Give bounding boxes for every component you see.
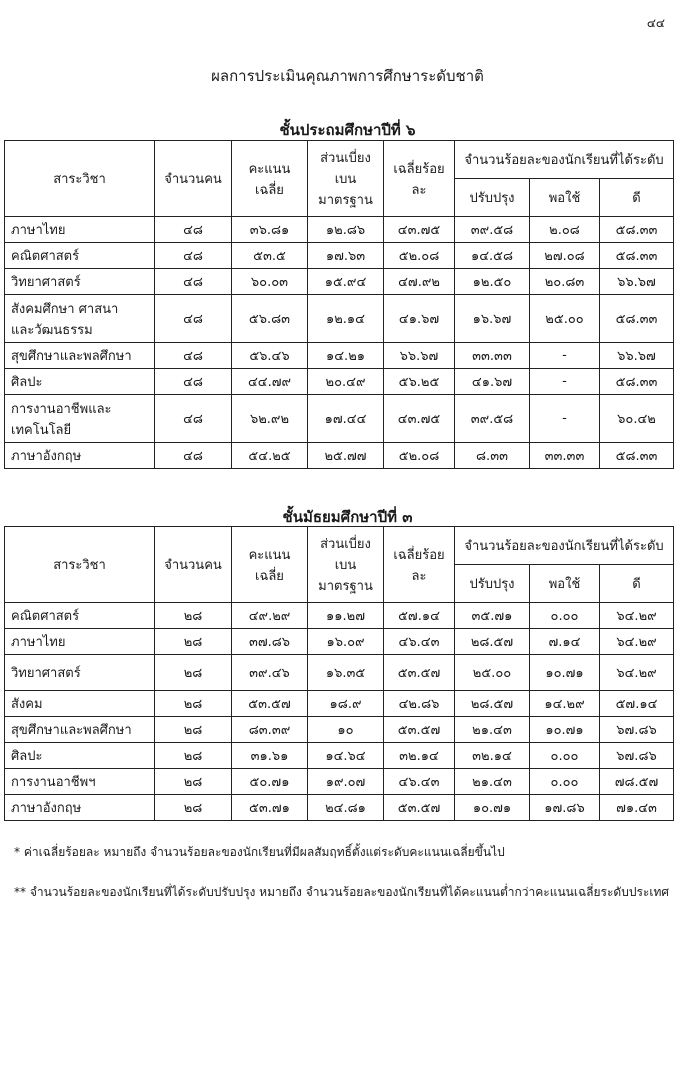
table-row [5, 691, 674, 717]
document-title: ผลการประเมินคุณภาพการศึกษาระดับชาติ [211, 67, 484, 85]
cell-avg: ๓๗.๘๖ [232, 629, 308, 655]
cell-avg: ๓๖.๘๑ [232, 217, 308, 243]
header-count: จำนวนคน [155, 141, 232, 217]
cell-fair: ๓๓.๓๓ [530, 443, 600, 469]
cell-subject-line: วิทยาศาสตร์ [11, 666, 81, 681]
cell-sd: ๑๔.๒๑ [308, 343, 384, 369]
cell-pct: ๔๒.๘๖ [384, 691, 455, 717]
table-row [5, 369, 674, 395]
cell-fair: - [530, 343, 600, 369]
cell-subject-line: เทคโนโลยี [11, 422, 72, 438]
cell-improve: ๒๑.๔๓ [455, 769, 530, 795]
cell-good: ๕๗.๑๔ [600, 691, 674, 717]
cell-subject [5, 691, 155, 717]
cell-good: ๕๘.๓๓ [600, 243, 674, 269]
cell-fair: ๒๕.๐๐ [530, 295, 600, 343]
cell-subject-line: สุขศึกษาและพลศึกษา [11, 723, 132, 738]
cell-subject [5, 343, 155, 369]
header-fair: พอใช้ [530, 179, 600, 217]
cell-avg: ๕๓.๕ [232, 243, 308, 269]
header-subject: สาระวิชา [5, 141, 155, 217]
section-title-secondary: ชั้นมัธยมศึกษาปีที่ ๓ [282, 508, 413, 526]
table-row [5, 243, 674, 269]
cell-improve: ๒๕.๐๐ [455, 655, 530, 691]
cell-improve: ๓๓.๓๓ [455, 343, 530, 369]
cell-avg: ๓๙.๔๖ [232, 655, 308, 691]
cell-good: ๗๘.๕๗ [600, 769, 674, 795]
header-std-dev: ส่วนเบี่ยงเบนมาตรฐาน [308, 141, 384, 217]
cell-fair: - [530, 369, 600, 395]
cell-avg: ๘๓.๓๙ [232, 717, 308, 743]
cell-good: ๕๘.๓๓ [600, 369, 674, 395]
cell-improve: ๓๒.๑๔ [455, 743, 530, 769]
cell-good: ๕๘.๓๓ [600, 217, 674, 243]
cell-good: ๖๐.๔๒ [600, 395, 674, 443]
table-row [5, 769, 674, 795]
cell-pct: ๔๓.๗๕ [384, 217, 455, 243]
table-row [5, 717, 674, 743]
table-row [5, 217, 674, 243]
cell-improve: ๑๐.๗๑ [455, 795, 530, 821]
cell-subject [5, 243, 155, 269]
cell-improve: ๒๘.๕๗ [455, 629, 530, 655]
header-improve: ปรับปรุง [455, 565, 530, 603]
cell-subject-line: ภาษาไทย [11, 223, 66, 238]
cell-subject-line: สังคมศึกษา ศาสนา [11, 301, 119, 317]
cell-subject-line: คณิตศาสตร์ [11, 609, 80, 624]
cell-fair: ๑๐.๗๑ [530, 717, 600, 743]
cell-subject [5, 603, 155, 629]
cell-subject [5, 655, 155, 691]
cell-pct: ๕๓.๕๗ [384, 655, 455, 691]
header-good: ดี [600, 565, 674, 603]
cell-good: ๕๘.๓๓ [600, 295, 674, 343]
header-improve: ปรับปรุง [455, 179, 530, 217]
cell-avg: ๓๑.๖๑ [232, 743, 308, 769]
header-good: ดี [600, 179, 674, 217]
cell-subject-line: สุขศึกษาและพลศึกษา [11, 349, 132, 364]
cell-sd: ๒๐.๔๙ [308, 369, 384, 395]
cell-subject [5, 369, 155, 395]
cell-count: ๒๘ [155, 629, 232, 655]
cell-subject [5, 629, 155, 655]
cell-avg: ๕๓.๕๗ [232, 691, 308, 717]
cell-good: ๖๔.๒๙ [600, 629, 674, 655]
cell-avg: ๕๔.๒๕ [232, 443, 308, 469]
cell-subject [5, 395, 155, 443]
cell-sd: ๑๗.๖๓ [308, 243, 384, 269]
cell-improve: ๔๑.๖๗ [455, 369, 530, 395]
cell-good: ๕๘.๓๓ [600, 443, 674, 469]
cell-count: ๒๘ [155, 603, 232, 629]
cell-subject-line: และวัฒนธรรม [11, 322, 93, 338]
cell-count: ๔๘ [155, 443, 232, 469]
cell-subject-line: การงานอาชีพฯ [11, 775, 96, 790]
cell-pct: ๕๗.๑๔ [384, 603, 455, 629]
table-row [5, 629, 674, 655]
section-title-primary: ชั้นประถมศึกษาปีที่ ๖ [279, 121, 416, 139]
cell-sd: ๑๕.๙๔ [308, 269, 384, 295]
header-subject: สาระวิชา [5, 527, 155, 603]
header-std-dev: ส่วนเบี่ยงเบนมาตรฐาน [308, 527, 384, 603]
cell-sd: ๒๔.๘๑ [308, 795, 384, 821]
cell-subject [5, 443, 155, 469]
cell-good: ๖๖.๖๗ [600, 343, 674, 369]
table-row [5, 395, 674, 443]
cell-avg: ๕๓.๗๑ [232, 795, 308, 821]
table-row [5, 743, 674, 769]
cell-sd: ๑๐ [308, 717, 384, 743]
cell-subject-line: ศิลปะ [11, 749, 43, 764]
cell-fair: ๑๔.๒๙ [530, 691, 600, 717]
header-avg-score: คะแนนเฉลี่ย [232, 141, 308, 217]
cell-improve: ๒๘.๕๗ [455, 691, 530, 717]
cell-subject [5, 269, 155, 295]
header-count: จำนวนคน [155, 527, 232, 603]
cell-count: ๔๘ [155, 243, 232, 269]
cell-pct: ๕๓.๕๗ [384, 717, 455, 743]
cell-count: ๔๘ [155, 343, 232, 369]
cell-avg: ๕๐.๗๑ [232, 769, 308, 795]
header-level-group: จำนวนร้อยละของนักเรียนที่ได้ระดับ [455, 527, 674, 565]
cell-sd: ๑๖.๓๕ [308, 655, 384, 691]
cell-subject-line: ภาษาอังกฤษ [11, 449, 82, 464]
cell-count: ๒๘ [155, 717, 232, 743]
table-row [5, 795, 674, 821]
cell-pct: ๕๒.๐๘ [384, 243, 455, 269]
cell-pct: ๔๑.๖๗ [384, 295, 455, 343]
cell-improve: ๓๙.๕๘ [455, 217, 530, 243]
table-row [5, 655, 674, 691]
cell-fair: ๑๗.๘๖ [530, 795, 600, 821]
table-row [5, 603, 674, 629]
cell-subject-line: ภาษาไทย [11, 635, 66, 650]
cell-subject-line: ภาษาอังกฤษ [11, 801, 82, 816]
cell-sd: ๑๒.๘๖ [308, 217, 384, 243]
cell-subject-line: สังคม [11, 697, 43, 712]
cell-subject [5, 295, 155, 343]
cell-fair: ๐.๐๐ [530, 603, 600, 629]
cell-sd: ๑๗.๔๔ [308, 395, 384, 443]
cell-count: ๔๘ [155, 217, 232, 243]
cell-good: ๖๗.๘๖ [600, 743, 674, 769]
header-avg-percent: เฉลี่ยร้อยละ [384, 141, 455, 217]
cell-improve: ๑๔.๕๘ [455, 243, 530, 269]
cell-sd: ๒๕.๗๗ [308, 443, 384, 469]
cell-subject-line: การงานอาชีพและ [11, 401, 112, 417]
cell-avg: ๖๐.๐๓ [232, 269, 308, 295]
cell-subject [5, 717, 155, 743]
cell-count: ๒๘ [155, 743, 232, 769]
cell-pct: ๓๒.๑๔ [384, 743, 455, 769]
cell-fair: ๗.๑๔ [530, 629, 600, 655]
cell-sd: ๑๙.๐๗ [308, 769, 384, 795]
header-fair: พอใช้ [530, 565, 600, 603]
cell-fair: ๒๐.๘๓ [530, 269, 600, 295]
cell-avg: ๔๙.๒๙ [232, 603, 308, 629]
cell-sd: ๑๖.๐๙ [308, 629, 384, 655]
cell-good: ๗๑.๔๓ [600, 795, 674, 821]
cell-fair: ๐.๐๐ [530, 769, 600, 795]
cell-count: ๔๘ [155, 295, 232, 343]
cell-fair: ๒.๐๘ [530, 217, 600, 243]
cell-count: ๔๘ [155, 369, 232, 395]
cell-pct: ๔๓.๗๕ [384, 395, 455, 443]
cell-avg: ๖๒.๙๒ [232, 395, 308, 443]
cell-count: ๒๘ [155, 769, 232, 795]
page-number: ๔๔ [646, 16, 665, 30]
cell-pct: ๔๗.๙๒ [384, 269, 455, 295]
table-row [5, 443, 674, 469]
cell-fair: - [530, 395, 600, 443]
cell-subject-line: คณิตศาสตร์ [11, 249, 80, 264]
cell-count: ๒๘ [155, 795, 232, 821]
cell-subject [5, 743, 155, 769]
cell-improve: ๓๙.๕๘ [455, 395, 530, 443]
cell-sd: ๑๘.๙ [308, 691, 384, 717]
header-avg-score: คะแนนเฉลี่ย [232, 527, 308, 603]
score-table-secondary [4, 526, 674, 821]
cell-subject [5, 769, 155, 795]
cell-good: ๖๖.๖๗ [600, 269, 674, 295]
cell-subject-line: วิทยาศาสตร์ [11, 275, 81, 290]
cell-fair: ๒๗.๐๘ [530, 243, 600, 269]
cell-improve: ๘.๓๓ [455, 443, 530, 469]
table-row [5, 269, 674, 295]
cell-count: ๒๘ [155, 691, 232, 717]
cell-pct: ๕๒.๐๘ [384, 443, 455, 469]
cell-pct: ๕๓.๕๗ [384, 795, 455, 821]
cell-improve: ๑๒.๕๐ [455, 269, 530, 295]
cell-pct: ๖๖.๖๗ [384, 343, 455, 369]
cell-count: ๔๘ [155, 395, 232, 443]
cell-sd: ๑๔.๖๔ [308, 743, 384, 769]
header-avg-percent: เฉลี่ยร้อยละ [384, 527, 455, 603]
cell-count: ๔๘ [155, 269, 232, 295]
cell-good: ๖๗.๘๖ [600, 717, 674, 743]
cell-count: ๒๘ [155, 655, 232, 691]
cell-subject [5, 217, 155, 243]
cell-sd: ๑๑.๒๗ [308, 603, 384, 629]
cell-good: ๖๔.๒๙ [600, 655, 674, 691]
cell-pct: ๔๖.๔๓ [384, 769, 455, 795]
cell-improve: ๑๖.๖๗ [455, 295, 530, 343]
cell-pct: ๕๖.๒๕ [384, 369, 455, 395]
score-table-primary [4, 140, 674, 469]
cell-subject-line: ศิลปะ [11, 375, 43, 390]
cell-good: ๖๔.๒๙ [600, 603, 674, 629]
cell-fair: ๐.๐๐ [530, 743, 600, 769]
cell-subject [5, 795, 155, 821]
cell-avg: ๕๖.๔๖ [232, 343, 308, 369]
cell-avg: ๔๔.๗๙ [232, 369, 308, 395]
footnote-average-percent: * ค่าเฉลี่ยร้อยละ หมายถึง จำนวนร้อยละของนักเรียนที่มีผลสัมฤทธิ์ตั้งแต่ระดับคะแนนเฉลี่ยขึ้นไป [14, 845, 505, 859]
cell-avg: ๕๖.๘๓ [232, 295, 308, 343]
cell-improve: ๓๕.๗๑ [455, 603, 530, 629]
cell-improve: ๒๑.๔๓ [455, 717, 530, 743]
header-level-group: จำนวนร้อยละของนักเรียนที่ได้ระดับ [455, 141, 674, 179]
cell-fair: ๑๐.๗๑ [530, 655, 600, 691]
cell-pct: ๔๖.๔๓ [384, 629, 455, 655]
cell-sd: ๑๒.๑๔ [308, 295, 384, 343]
table-row [5, 295, 674, 343]
footnote-improve-level: ** จำนวนร้อยละของนักเรียนที่ได้ระดับปรับปรุง หมายถึง จำนวนร้อยละของนักเรียนที่ได้คะแนนต่ำกว่าคะแนนเฉลี่ยระดับประเทศ [14, 885, 669, 899]
table-row [5, 343, 674, 369]
